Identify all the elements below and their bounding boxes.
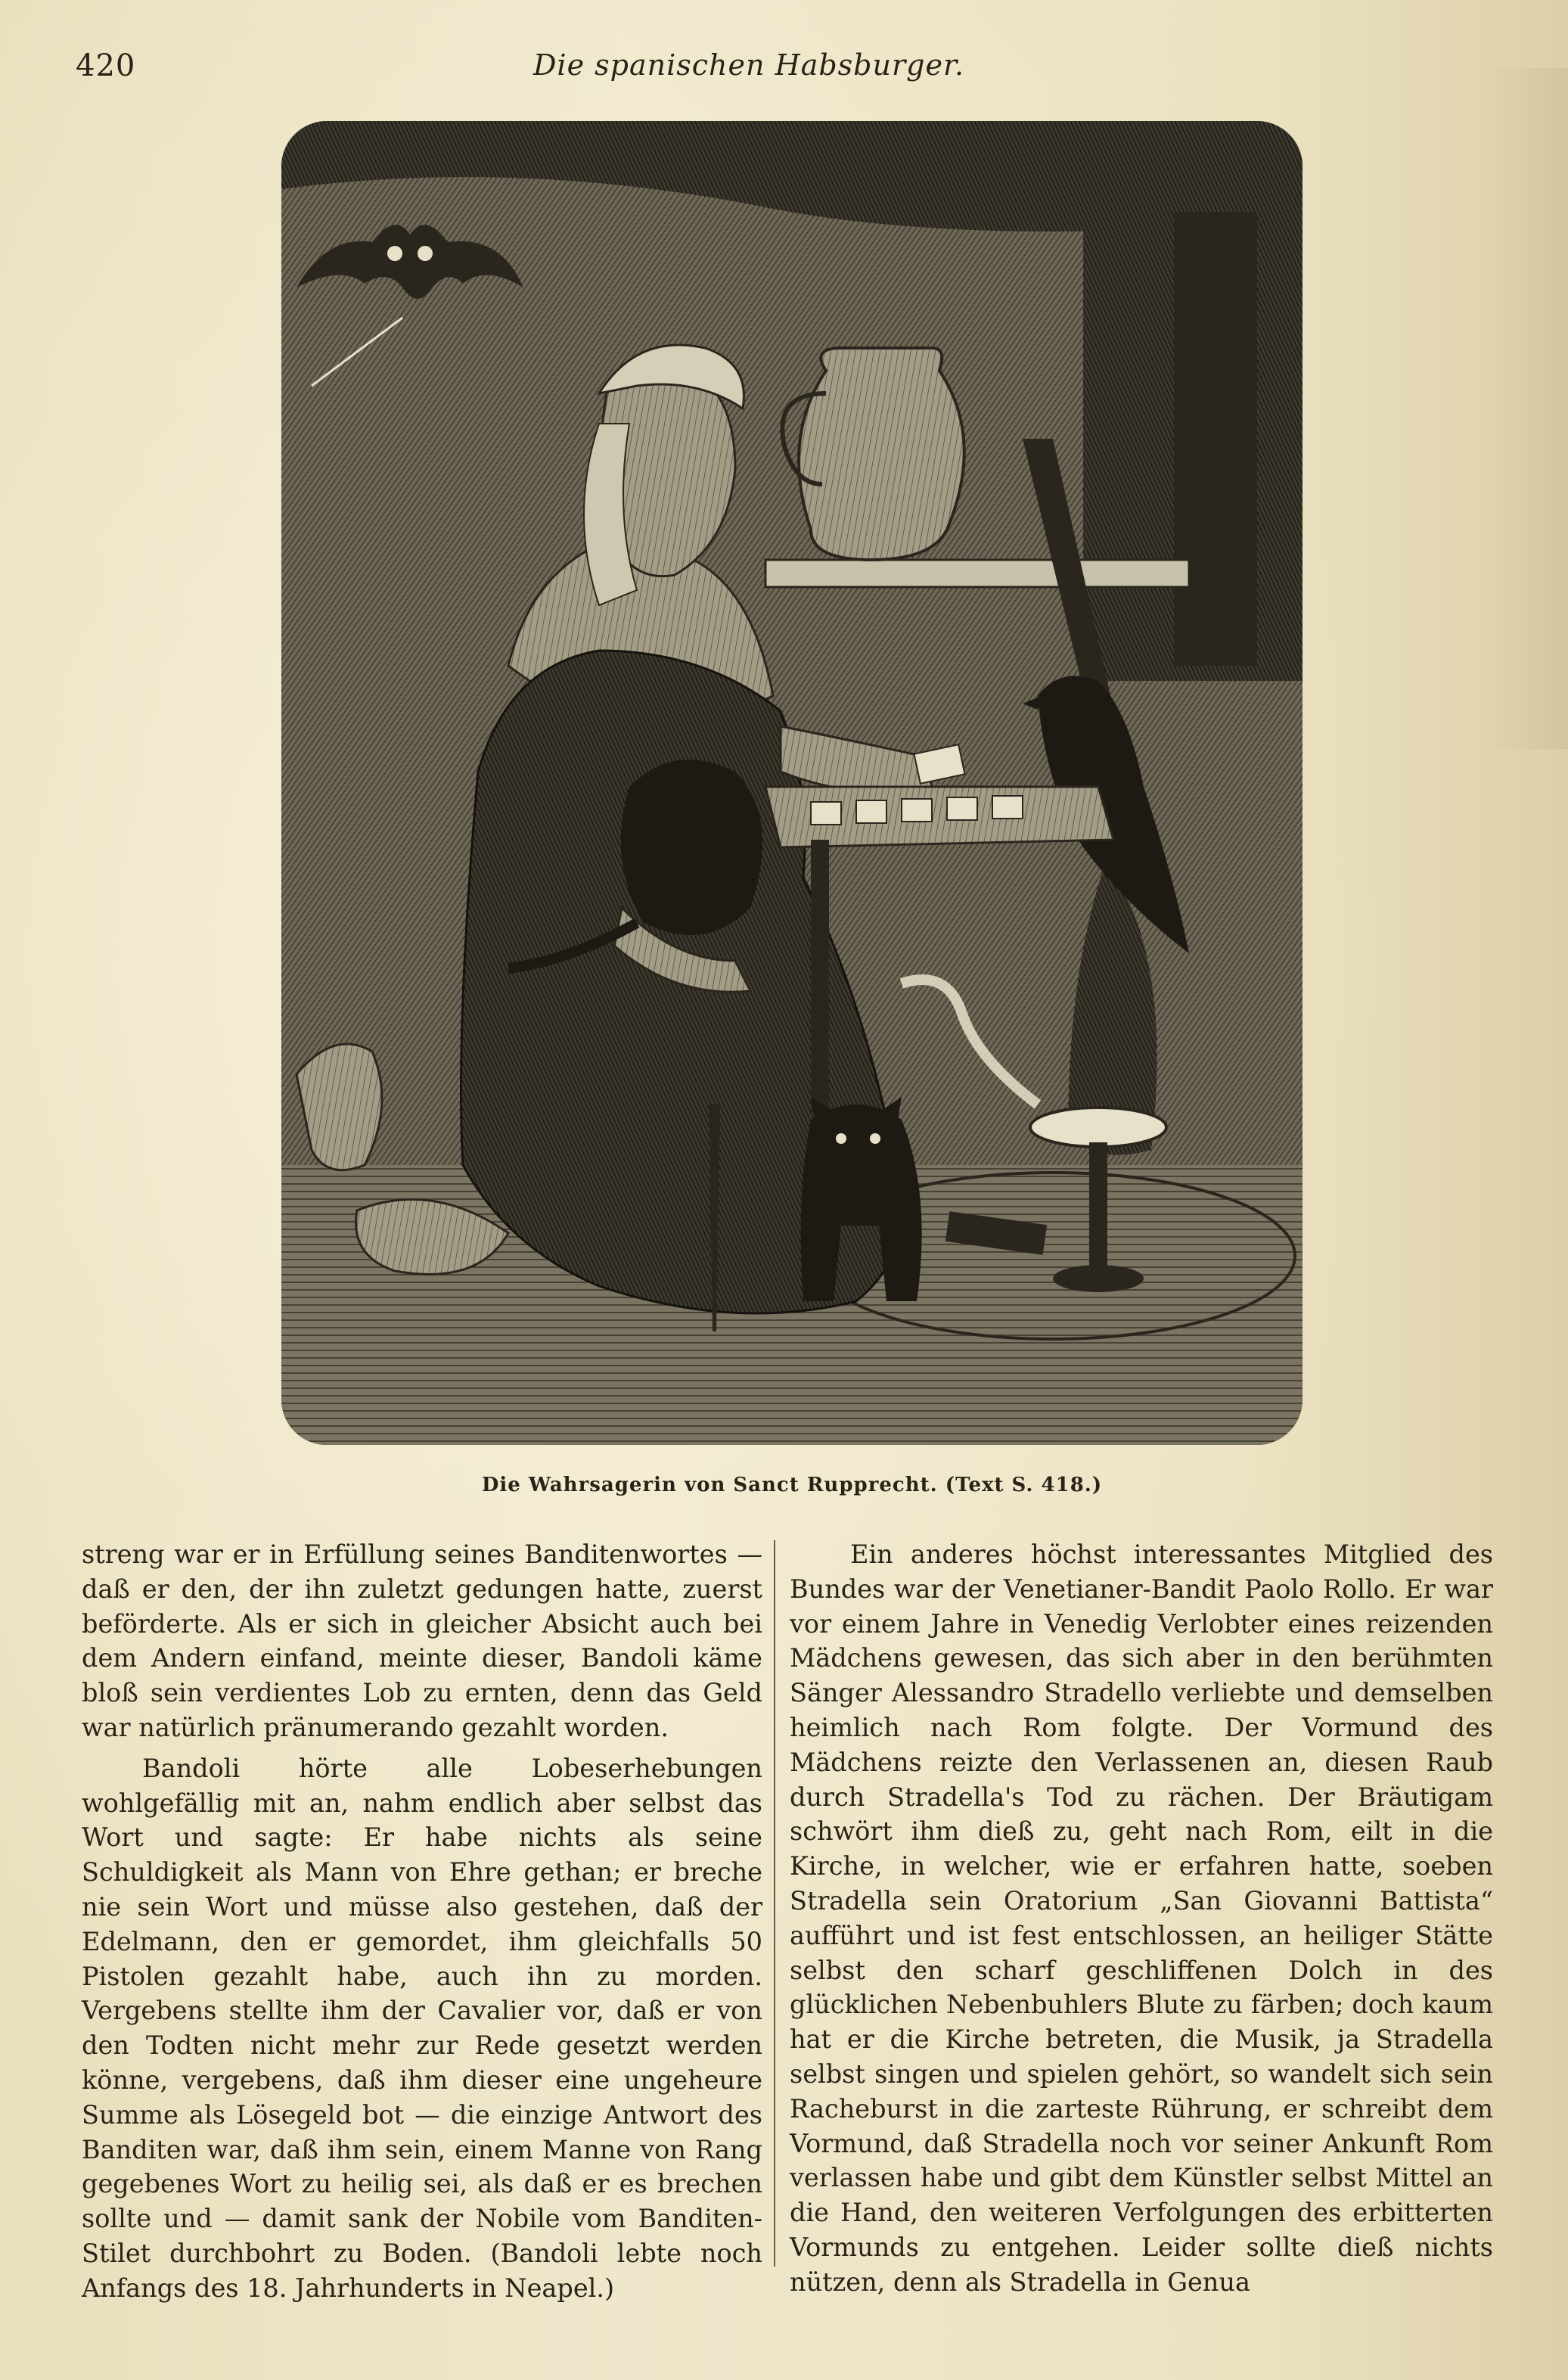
right-column	[790, 1537, 1493, 2300]
jug-icon	[799, 348, 964, 560]
shelf	[765, 560, 1189, 587]
table-leg	[811, 840, 829, 1112]
tarot-card	[856, 800, 886, 823]
door-post	[1174, 212, 1257, 666]
running-title: Die spanischen Habsburger.	[532, 48, 965, 82]
engraving-illustration	[281, 121, 1303, 1445]
tarot-card	[992, 796, 1023, 819]
paragraph: Bandoli hörte alle Lobeserhebungen wohlgefällig mit an, nahm endlich aber selbst das Wort und sagte: Er habe nichts als seine Schuldigkeit als Mann von Ehre gethan; er breche nie sein Wort und müsse also gestehen, daß der Edelmann, den er gemordet, ihm gleichfalls 50 Pistolen gezahlt habe, auch ihn zu morden. Vergebens stellte ihm der Cavalier vor, daß er von den Todten nicht mehr zur Rede gesetzt werden könne, vergebens, daß ihm dieser eine ungeheure Summe als Lösegeld bot — die einzige Antwort des Banditen war, daß ihm sein, einem Manne von Rang gegebenes Wort zu heilig sei, als daß er es brechen sollte und — damit sank der Nobile vom Banditen-Stilet durchbohrt zu Boden. (Bandoli lebte noch Anfangs des 18. Jahrhunderts in Neapel.)	[82, 1753, 762, 2303]
left-column	[82, 1537, 762, 2306]
show-through-shadow	[1485, 68, 1568, 749]
tarot-card	[902, 799, 932, 822]
paragraph: Ein anderes höchst interessantes Mitglied des Bundes war der Venetianer-Bandit Paolo Rollo. Er war vor einem Jahre in Venedig Verlobter eines reizenden Mädchens gewesen, das sich aber in den berühmten Sänger Alessandro Stradello verliebte und demselben heimlich nach Rom folgte. Der Vormund des Mädchens reizte den Verlassenen an, diesen Raub durch Stradella's Tod zu rächen. Der Bräutigam schwört ihm dieß zu, geht nach Rom, eilt in die Kirche, in welcher, wie er erfahren hatte, soeben Stradella sein Oratorium „San Giovanni Battista“ aufführt und ist fest entschlossen, an heiliger Stätte selbst den scharf geschliffenen Dolch in des glücklichen Nebenbuhlers Blute zu färben; doch kaum hat er die Kirche betreten, die Musik, ja Stradella selbst singen und spielen gehört, so wandelt sich sein Racheburst in die zarteste Rührung, er schreibt dem Vormund, daß Stradella noch vor seiner Ankunft Rom verlassen habe und gibt dem Künstler selbst Mittel an die Hand, den weiteren Verfolgungen des erbitterten Vormunds zu entgehen. Leider sollte dieß nichts nützen, denn als Stradella in Genua	[790, 1540, 1493, 2297]
tarot-card	[947, 797, 977, 820]
page-header	[76, 48, 1513, 94]
figure-caption: Die Wahrsagerin von Sanct Rupprecht. (Text S. 418.)	[481, 1474, 1103, 1496]
tarot-card	[811, 802, 841, 825]
cat-on-lap-icon	[621, 760, 762, 935]
fortune-teller-engraving	[281, 121, 1303, 1445]
page-number: 420	[76, 48, 136, 83]
column-divider	[774, 1540, 775, 2267]
paragraph: streng war er in Erfüllung seines Banditenwortes — daß er den, der ihn zuletzt gedungen hatte, zuerst beförderte. Als er sich in gleicher Absicht auch bei dem Andern einfand, meinte dieser, Bandoli käme bloß sein verdientes Lob zu ernten, denn das Geld war natürlich pränumerando gezahlt worden.	[82, 1540, 762, 1742]
